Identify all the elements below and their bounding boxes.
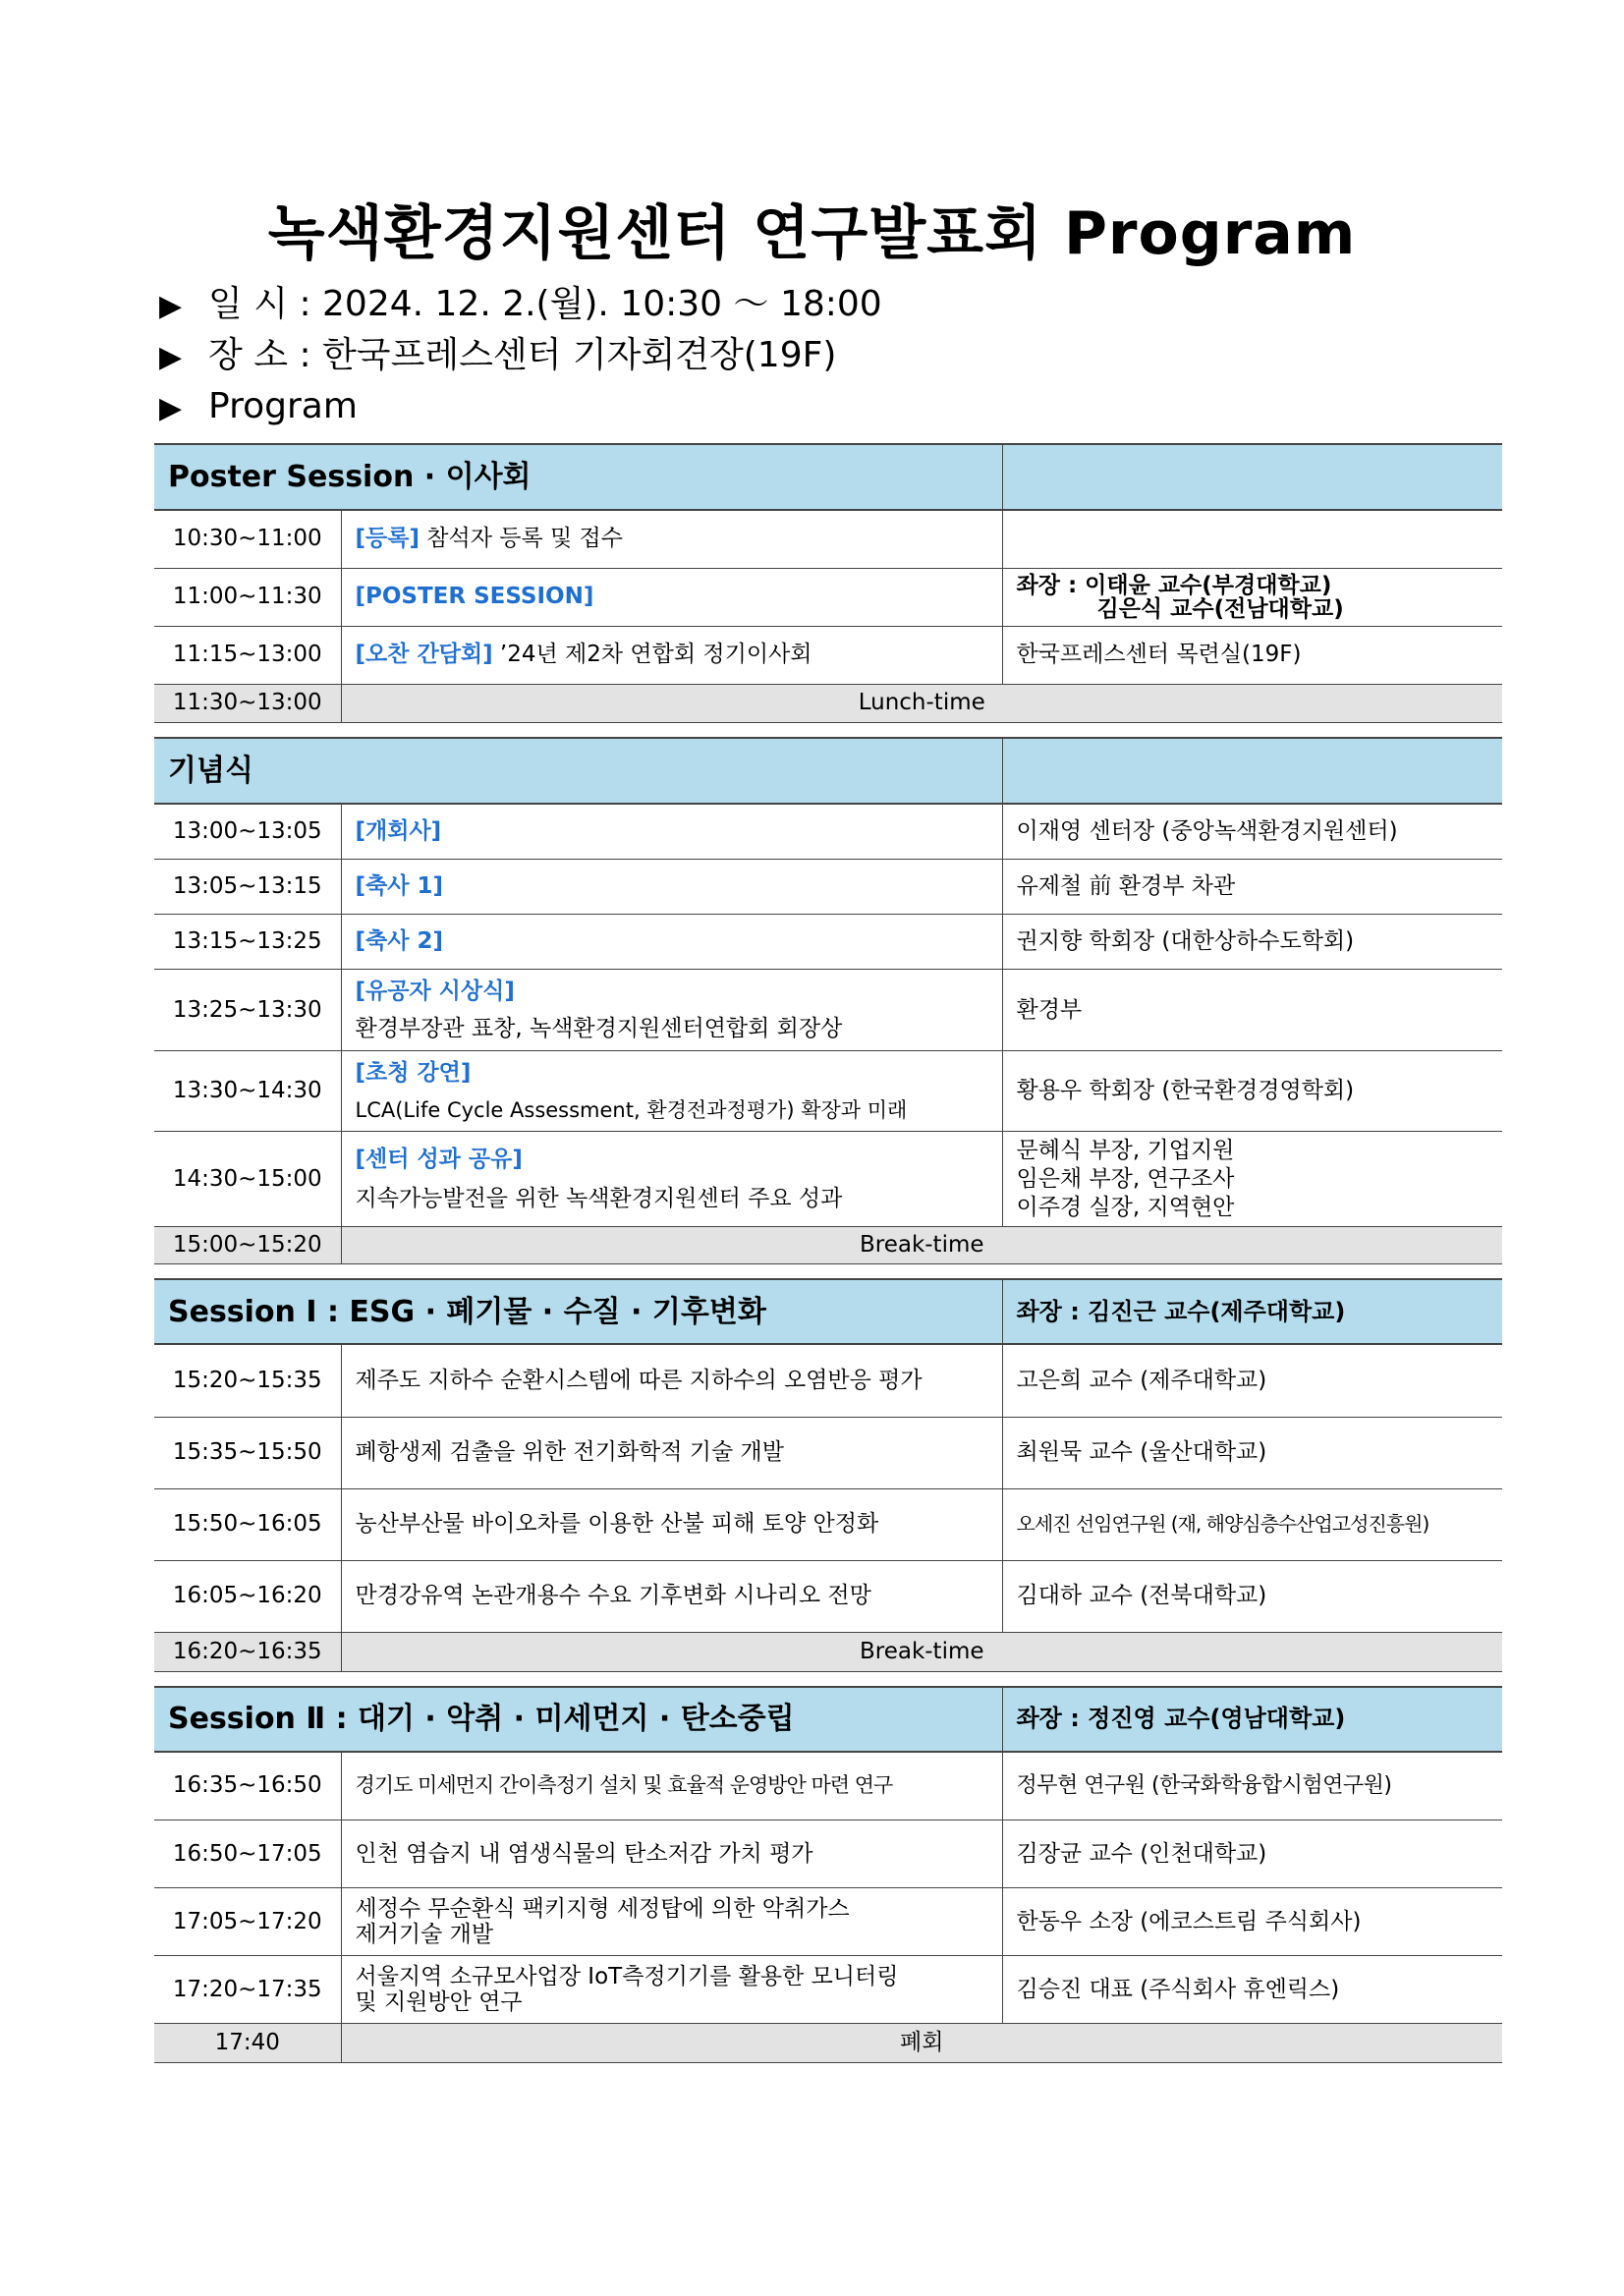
program-tag: [POSTER SESSION] [355,584,594,609]
program-tag: [유공자 시상식] [355,979,515,1004]
program-cell [341,970,1002,1051]
time-cell: 15:35~15:50 [154,1417,341,1488]
section-gap [154,1671,1502,1687]
table-row [154,1820,1502,1888]
person-cell [1002,510,1502,568]
table-row [154,568,1502,626]
table-row [154,915,1502,970]
close-row [154,2024,1502,2063]
program-desc-line: 서울지역 소규모사업장 IoT측정기기를 활용한 모니터링 [355,1964,899,1989]
program-cell [341,915,1002,970]
time-cell: 11:15~13:00 [154,626,341,684]
person-cell: 환경부 [1002,970,1502,1051]
table-row [154,804,1502,860]
person-cell: 한동우 소장 (에코스트림 주식회사) [1002,1888,1502,1956]
section-title: Poster Session · 이사회 [154,444,1002,510]
time-cell: 16:50~17:05 [154,1820,341,1888]
program-cell [341,860,1002,915]
info-place-text: 장 소 : 한국프레스센터 기자회견장(19F) [208,335,837,375]
program-desc: 인천 염습지 내 염생식물의 탄소저감 가치 평가 [341,1820,1002,1888]
program-tag: [초청 강연] [355,1059,472,1086]
table-row [154,510,1502,568]
program-desc: LCA(Life Cycle Assessment, 환경전과정평가) 확장과 미래 [355,1097,908,1122]
triangle-bullet-icon: ▶ [159,289,183,323]
info-program [159,385,358,430]
time-cell: 13:15~13:25 [154,915,341,970]
person-cell: 김대하 교수 (전북대학교) [1002,1560,1502,1632]
program-desc: ’24년 제2차 연합회 정기이사회 [492,642,812,667]
table-row [154,1956,1502,2024]
time-cell: 15:50~16:05 [154,1488,341,1560]
section-chair-empty [1002,444,1502,510]
table-row [154,1888,1502,1956]
break-row [154,684,1502,722]
person-cell [1002,1132,1502,1227]
program-cell [341,510,1002,568]
program-desc: 제주도 지하수 순환시스템에 따른 지하수의 오염반응 평가 [341,1344,1002,1417]
program-desc: 환경부장관 표창, 녹색환경지원센터연합회 회장상 [355,1016,843,1041]
time-cell: 13:25~13:30 [154,970,341,1051]
program-desc: 지속가능발전을 위한 녹색환경지원센터 주요 성과 [355,1186,843,1211]
person-cell: 이재영 센터장 (중앙녹색환경지원센터) [1002,804,1502,860]
program-tag: [개회사] [355,817,442,844]
info-date-text: 일 시 : 2024. 12. 2.(월). 10:30 ～ 18:00 [208,284,882,324]
program-cell [341,568,1002,626]
info-program-text: Program [208,386,358,426]
table-row [154,1560,1502,1632]
person-line: 문혜식 부장, 기업지원 [1016,1137,1235,1163]
time-cell: 10:30~11:00 [154,510,341,568]
time-cell: 11:30~13:00 [154,684,341,722]
program-desc: 폐항생제 검출을 위한 전기화학적 기술 개발 [341,1417,1002,1488]
person-cell: 오세진 선임연구원 (재, 해양심층수산업고성진흥원) [1002,1488,1502,1560]
page-title: 녹색환경지원센터 연구발표회 Program [267,199,1357,268]
time-cell: 15:20~15:35 [154,1344,341,1417]
person-cell: 김승진 대표 (주식회사 휴엔릭스) [1002,1956,1502,2024]
section-chair-empty [1002,738,1502,804]
program-cell [341,1132,1002,1227]
person-cell: 김장균 교수 (인천대학교) [1002,1820,1502,1888]
person-line: 임은채 부장, 연구조사 [1016,1165,1235,1192]
break-label: Break-time [341,1227,1502,1264]
program-cell [341,1051,1002,1132]
program-desc-line: 및 지원방안 연구 [355,1989,523,2015]
section-chair: 좌장 : 김진근 교수(제주대학교) [1002,1279,1502,1344]
triangle-bullet-icon: ▶ [159,340,183,374]
section-title: Session Ⅰ : ESG · 폐기물 · 수질 · 기후변화 [154,1279,1002,1344]
table-row [154,860,1502,915]
info-place [159,334,836,379]
person-cell: 정무현 연구원 (한국화학융합시험연구원) [1002,1752,1502,1820]
program-desc: 만경강유역 논관개용수 수요 기후변화 시나리오 전망 [341,1560,1002,1632]
time-cell: 13:00~13:05 [154,804,341,860]
person-cell [1002,568,1502,626]
program-cell [341,804,1002,860]
section-chair: 좌장 : 정진영 교수(영남대학교) [1002,1687,1502,1752]
program-desc [341,1956,1002,2024]
section-header-poster [154,444,1502,510]
table-row [154,1417,1502,1488]
time-cell: 13:05~13:15 [154,860,341,915]
time-cell: 16:35~16:50 [154,1752,341,1820]
table-row [154,626,1502,684]
person-cell: 한국프레스센터 목련실(19F) [1002,626,1502,684]
table-row [154,1752,1502,1820]
section-gap [154,1264,1502,1280]
time-cell: 13:30~14:30 [154,1051,341,1132]
chair-name-2: 김은식 교수(전남대학교) [1096,595,1344,622]
break-row [154,1632,1502,1671]
program-cell [341,626,1002,684]
table-row [154,1132,1502,1227]
program-desc: 경기도 미세먼지 간이측정기 설치 및 효율적 운영방안 마련 연구 [341,1752,1002,1820]
program-desc-line: 제거기술 개발 [355,1922,494,1947]
break-row [154,1227,1502,1264]
person-cell: 황용우 학회장 (한국환경경영학회) [1002,1051,1502,1132]
program-tag: [오찬 간담회] [355,642,493,667]
section-header-session2 [154,1687,1502,1752]
program-desc: 참석자 등록 및 접수 [419,526,623,552]
section-title: 기념식 [154,738,1002,804]
program-desc [341,1888,1002,1956]
close-label: 폐회 [341,2024,1502,2063]
time-cell: 11:00~11:30 [154,568,341,626]
section-gap [154,722,1502,738]
program-tag: [센터 성과 공유] [355,1147,523,1172]
section-header-ceremony [154,738,1502,804]
break-label: Lunch-time [341,684,1502,722]
program-tag: [축사 2] [355,928,443,954]
program-tag: [등록] [355,526,420,552]
info-date [159,283,882,328]
chair-label: 좌장 : [1016,572,1086,598]
time-cell: 15:00~15:20 [154,1227,341,1264]
section-title: Session Ⅱ : 대기 · 악취 · 미세먼지 · 탄소중립 [154,1687,1002,1752]
table-row [154,1344,1502,1417]
program-tag: [축사 1] [355,873,443,899]
section-header-session1 [154,1279,1502,1344]
table-row [154,1488,1502,1560]
program-desc: 농산부산물 바이오차를 이용한 산불 피해 토양 안정화 [341,1488,1002,1560]
person-cell: 고은희 교수 (제주대학교) [1002,1344,1502,1417]
time-cell: 14:30~15:00 [154,1132,341,1227]
table-row [154,970,1502,1051]
time-cell: 17:05~17:20 [154,1888,341,1956]
person-line: 이주경 실장, 지역현안 [1016,1194,1235,1220]
person-cell: 권지향 학회장 (대한상하수도학회) [1002,915,1502,970]
person-cell: 유제철 前 환경부 차관 [1002,860,1502,915]
table-row [154,1051,1502,1132]
time-cell: 16:05~16:20 [154,1560,341,1632]
person-cell: 최원묵 교수 (울산대학교) [1002,1417,1502,1488]
triangle-bullet-icon: ▶ [159,391,183,425]
program-desc-line: 세정수 무순환식 팩키지형 세정탑에 의한 악취가스 [355,1896,850,1922]
break-label: Break-time [341,1632,1502,1671]
time-cell: 17:20~17:35 [154,1956,341,2024]
program-table [154,443,1502,2063]
time-cell: 17:40 [154,2024,341,2063]
chair-name-1: 이태윤 교수(부경대학교) [1085,572,1332,598]
time-cell: 16:20~16:35 [154,1632,341,1671]
